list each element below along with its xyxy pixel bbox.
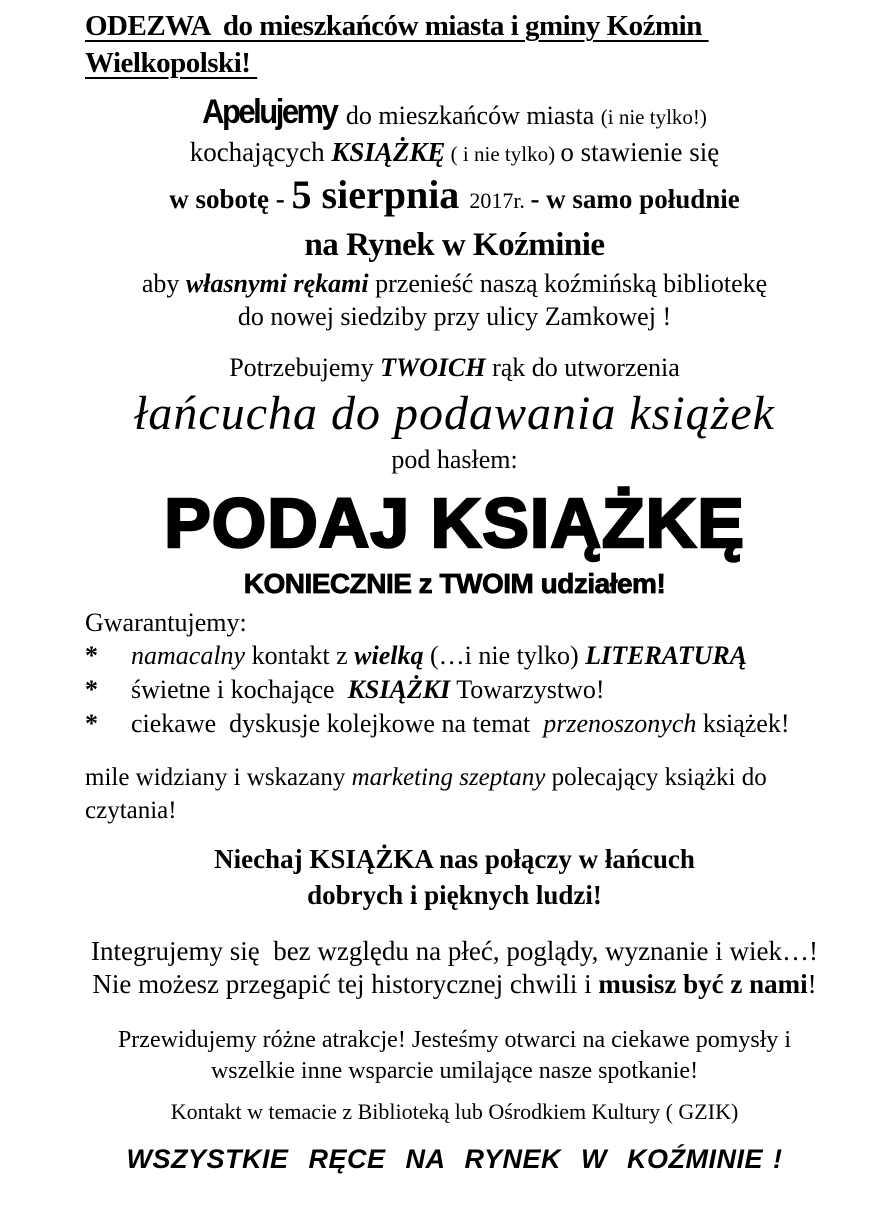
- item3-seg1: ciekawe dyskusje kolejkowe na temat: [131, 709, 544, 738]
- appeal-lead-word: Apelujemy: [202, 91, 337, 131]
- heading: [85, 8, 824, 82]
- marketing-line: [85, 761, 824, 827]
- need-pre: Potrzebujemy: [229, 353, 381, 382]
- guarantee-item-3-text: [131, 707, 824, 741]
- must-pre: Nie możesz przegapić tej historycznej chwili i: [92, 969, 599, 999]
- bullet-marker: *: [85, 641, 98, 670]
- item1-seg4: (…i nie tylko): [423, 641, 586, 670]
- item3-seg2: przenoszonych: [543, 709, 697, 738]
- chain-line: łańcucha do podawania książek: [134, 387, 775, 440]
- contact-line: Kontakt w temacie z Biblioteką lub Ośrodkiem Kultury ( GZIK): [170, 1099, 739, 1124]
- slogan-intro: pod hasłem:: [391, 445, 518, 474]
- item3-seg3: książek!: [696, 709, 790, 738]
- must-line: [85, 968, 824, 1001]
- appeal-paren: (i nie tylko!): [600, 105, 707, 129]
- slogan-subline: KONIECZNIE z TWOIM udziałem!: [243, 568, 666, 599]
- guarantee-item-2-text: [131, 673, 824, 707]
- item2-seg2: KSIĄŻKI: [347, 675, 451, 704]
- must-post: !: [807, 969, 817, 999]
- item1-seg3: wielką: [354, 641, 424, 670]
- guarantee-item-3: [85, 707, 824, 741]
- carry-line2: do nowej siedziby przy ulicy Zamkowej !: [237, 302, 672, 331]
- marketing-post: polecający książki do czytania!: [85, 764, 773, 824]
- slogan-headline: PODAJ KSIĄŻKĘ: [164, 484, 745, 562]
- marketing-pre: mile widziany i wskazany: [85, 764, 352, 791]
- need-line: [85, 351, 824, 385]
- carry-post: przenieść naszą koźmińską bibliotekę: [368, 269, 768, 298]
- need-post: rąk do utworzenia: [485, 353, 680, 382]
- carry-emphasis: własnymi rękami: [185, 269, 369, 298]
- date-prefix: w sobotę -: [169, 184, 292, 214]
- loving-line: [85, 134, 824, 172]
- item2-seg1: świetne i kochające: [131, 675, 348, 704]
- item1-seg2: kontakt z: [245, 641, 355, 670]
- heading-line2: Wielkopolski!: [85, 47, 258, 79]
- marketing-emphasis: marketing szeptany: [351, 764, 546, 791]
- unite-line: [85, 841, 824, 913]
- loving-book-word: KSIĄŻKĘ: [331, 137, 446, 167]
- final-call-line: WSZYSTKIE RĘCE NA RYNEK W KOŹMINIE !: [126, 1144, 783, 1174]
- date-year: 2017r.: [469, 188, 531, 213]
- date-day: 5 sierpnia: [291, 172, 470, 217]
- need-emphasis: TWOICH: [380, 353, 486, 382]
- guarantee-item-1: [85, 639, 824, 673]
- unite-line2: dobrych i pięknych ludzi!: [307, 880, 602, 910]
- heading-line1: ODEZWA do mieszkańców miasta i gminy Koźmin: [85, 10, 709, 42]
- bullet-marker: *: [85, 675, 98, 704]
- bullet-marker: *: [85, 709, 98, 738]
- must-emphasis: musisz być z nami: [598, 969, 808, 999]
- loving-post: o stawienie się: [560, 137, 720, 167]
- guarantee-item-2: [85, 673, 824, 707]
- item2-seg3: Towarzystwo!: [450, 675, 605, 704]
- carry-pre: aby: [141, 269, 186, 298]
- place-line: na Rynek w Koźminie: [304, 227, 605, 263]
- loving-paren: ( i nie tylko): [445, 142, 561, 166]
- item1-seg5: LITERATURĄ: [585, 641, 748, 670]
- date-line: [85, 172, 824, 224]
- guarantee-item-1-text: [131, 639, 824, 673]
- loving-pre: kochających: [189, 137, 332, 167]
- guarantee-heading: Gwarantujemy:: [85, 608, 247, 637]
- attractions-line: Przewidujemy różne atrakcje! Jesteśmy otwarci na ciekawe pomysły i wszelkie inne wsparcie umilające nasze spotkanie!: [117, 1027, 798, 1084]
- appeal-line: [85, 91, 824, 134]
- appeal-rest: do mieszkańców miasta: [339, 101, 601, 130]
- item1-seg1: namacalny: [131, 641, 246, 670]
- date-suffix: - w samo południe: [530, 184, 740, 214]
- carry-line: [85, 267, 824, 333]
- unite-line1: Niechaj KSIĄŻKA nas połączy w łańcuch: [214, 844, 695, 874]
- integrate-line: Integrujemy się bez względu na płeć, poglądy, wyznanie i wiek…!: [91, 936, 818, 966]
